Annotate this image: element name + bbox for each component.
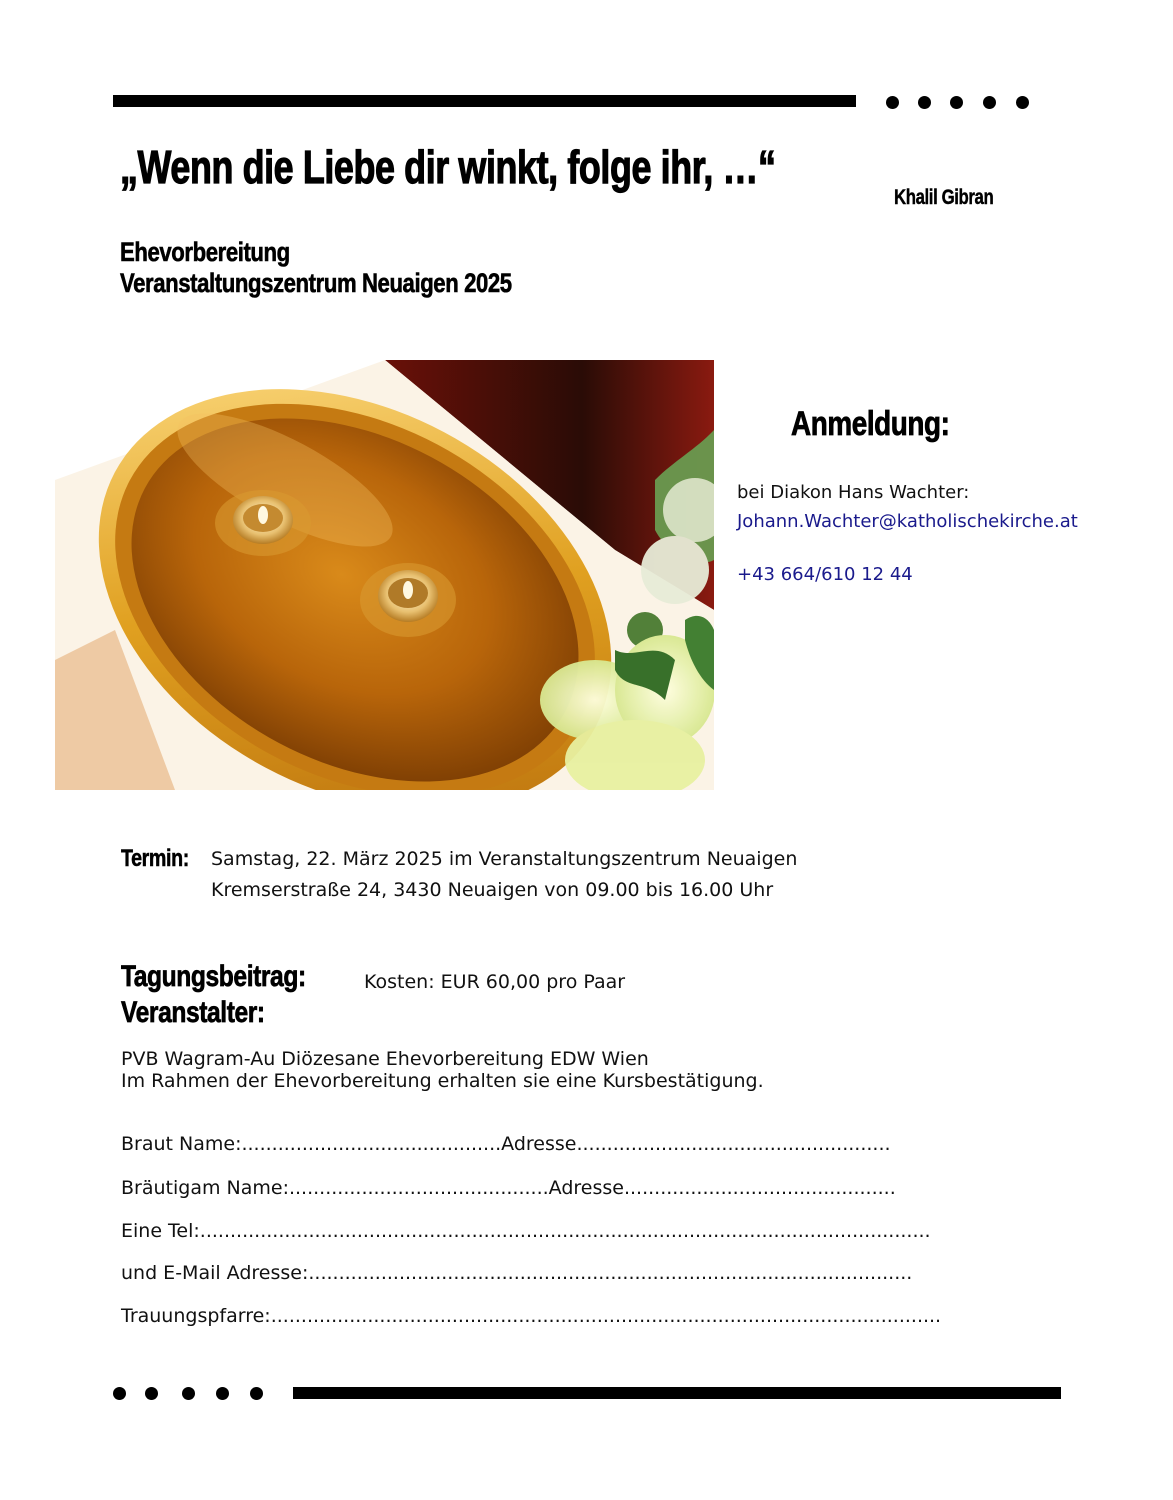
- termin-line-1: Samstag, 22. März 2025 im Veranstaltungszentrum Neuaigen: [211, 848, 798, 870]
- form-field-groom[interactable]: Bräutigam Name:...........................................Adresse.............................................: [121, 1177, 896, 1199]
- top-dot-1: [886, 96, 899, 109]
- quote-author: Khalil Gibran: [894, 186, 994, 209]
- organizer-line-1: PVB Wagram-Au Diözesane Ehevorbereitung EDW Wien: [121, 1048, 649, 1070]
- bottom-rule: [293, 1387, 1061, 1399]
- organizer-line-2: Im Rahmen der Ehevorbereitung erhalten sie eine Kursbestätigung.: [121, 1070, 764, 1092]
- top-dot-3: [950, 96, 963, 109]
- organizer-label: Veranstalter:: [121, 996, 265, 1029]
- top-dot-4: [983, 96, 996, 109]
- form-field-parish[interactable]: Trauungspfarre:...............................................................................................................: [121, 1305, 942, 1327]
- bottom-dot-4: [216, 1387, 229, 1400]
- quote-heading: „Wenn die Liebe dir winkt, folge ihr, …“: [120, 141, 776, 193]
- termin-line-2: Kremserstraße 24, 3430 Neuaigen von 09.00 bis 16.00 Uhr: [211, 879, 774, 901]
- bottom-dot-5: [250, 1387, 263, 1400]
- subtitle-line-1: Ehevorbereitung: [120, 237, 290, 267]
- fee-value: Kosten: EUR 60,00 pro Paar: [364, 971, 626, 993]
- top-dot-5: [1016, 96, 1029, 109]
- top-rule: [113, 95, 856, 107]
- fee-label: Tagungsbeitrag:: [121, 960, 306, 993]
- bottom-dot-1: [113, 1387, 126, 1400]
- bottom-dot-2: [145, 1387, 158, 1400]
- registration-phone-link[interactable]: +43 664/610 12 44: [737, 564, 913, 585]
- subtitle-line-2: Veranstaltungszentrum Neuaigen 2025: [120, 268, 512, 298]
- bottom-dot-3: [182, 1387, 195, 1400]
- registration-heading: Anmeldung:: [791, 405, 950, 443]
- top-dot-2: [918, 96, 931, 109]
- form-field-email[interactable]: und E-Mail Adresse:....................................................................................................: [121, 1262, 913, 1284]
- termin-label: Termin:: [121, 845, 189, 872]
- wedding-rings-photo: [55, 360, 714, 790]
- form-field-phone[interactable]: Eine Tel:.........................................................................................................................: [121, 1220, 931, 1242]
- registration-contact-name: bei Diakon Hans Wachter:: [737, 482, 970, 503]
- form-field-bride[interactable]: Braut Name:...........................................Adresse....................................................: [121, 1133, 891, 1155]
- registration-email-link[interactable]: Johann.Wachter@katholischekirche.at: [737, 511, 1078, 532]
